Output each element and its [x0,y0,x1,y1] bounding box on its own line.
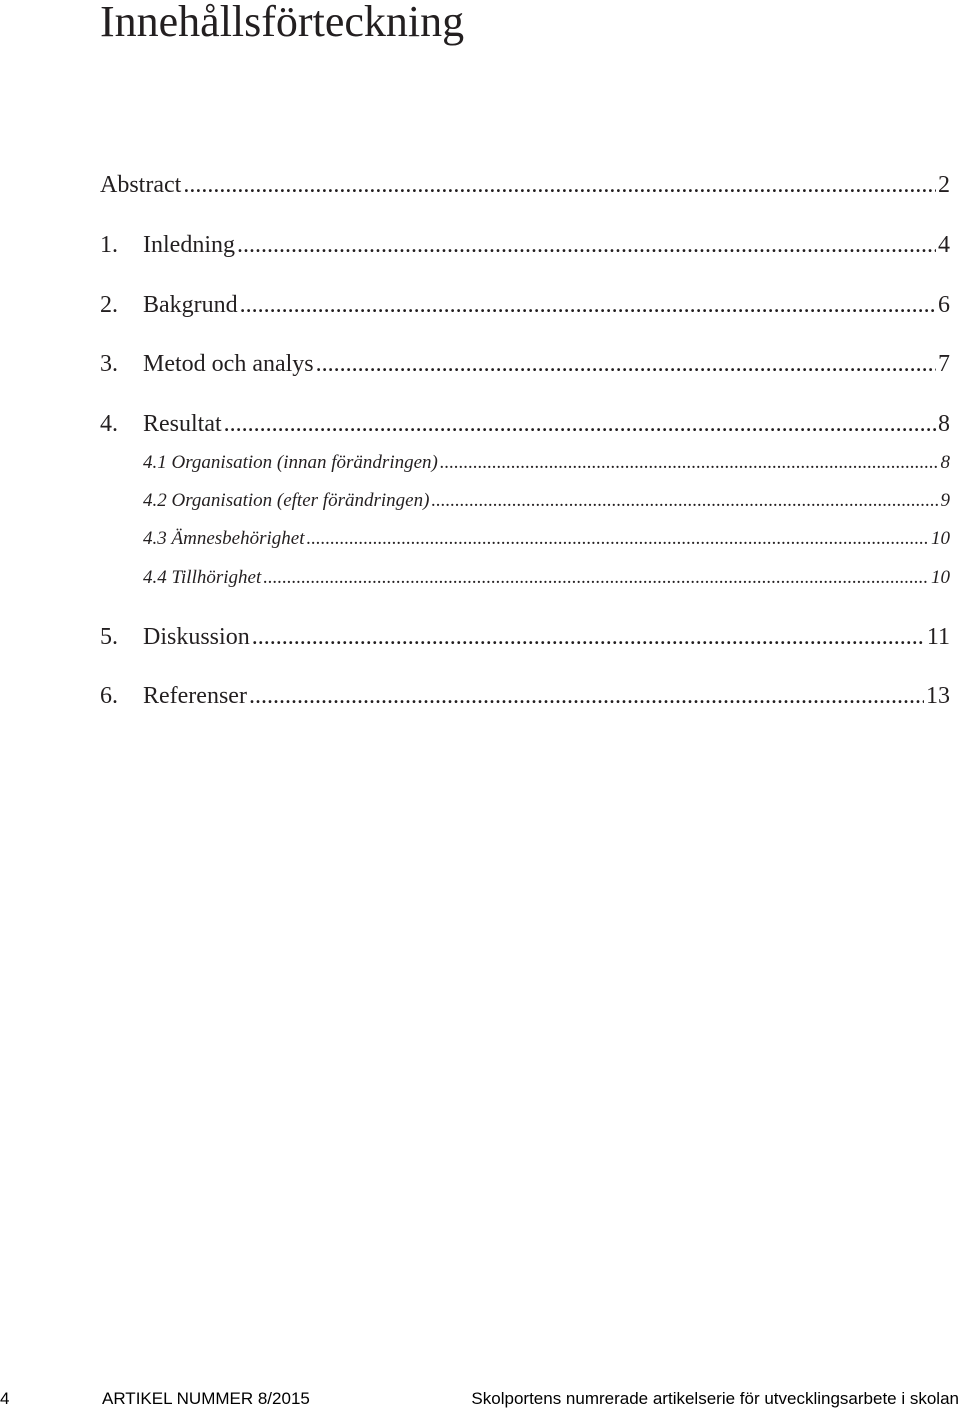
toc-entry-metod-och-analys[interactable] [100,349,950,379]
toc-subentry-amnesbehorighet[interactable] [100,527,950,551]
toc-subentry-tillhorighet[interactable] [100,566,950,590]
toc-entry-page: 11 [926,624,950,650]
toc-entry-bakgrund[interactable] [100,290,950,320]
toc-entry-number: 1. [100,232,118,258]
toc-entry-number: 6. [100,683,118,709]
toc-entry-label: Abstract [100,172,182,198]
toc-dot-leader [249,681,924,711]
toc-entry-page: 6 [938,292,950,318]
toc-entry-label: 4.1 Organisation (innan förändringen) [143,452,438,473]
page-title: Innehållsförteckning [100,0,465,46]
toc-dot-leader [224,409,936,439]
footer-page-number: 4 [0,1389,10,1408]
toc-subentry-organisation-efter[interactable] [100,489,950,513]
toc-entry-page: 8 [938,411,950,437]
toc-entry-label: Bakgrund [143,292,238,318]
toc-dot-leader [240,290,936,320]
toc-entry-resultat[interactable] [100,409,950,439]
toc-entry-page: 7 [938,351,950,377]
toc-entry-page: 4 [938,232,950,258]
toc-entry-page: 10 [931,567,950,588]
toc-entry-number: 2. [100,292,118,318]
toc-dot-leader [306,527,929,551]
toc-dot-leader [183,170,936,200]
toc-entry-label: Resultat [143,411,222,437]
toc-entry-page: 2 [938,172,950,198]
toc-entry-number: 4. [100,411,118,437]
toc-entry-page: 13 [926,683,950,709]
footer-series-number: ARTIKEL NUMMER 8/2015 [102,1389,310,1408]
toc-dot-leader [440,451,939,475]
toc-entry-label: Referenser [143,683,247,709]
toc-dot-leader [316,349,936,379]
toc-entry-label: 4.4 Tillhörighet [143,567,262,588]
toc-entry-inledning[interactable] [100,230,950,260]
toc-entry-page: 9 [940,490,950,511]
toc-entry-referenser[interactable] [100,681,950,711]
toc-subentry-organisation-innan[interactable] [100,451,950,475]
toc-entry-number: 5. [100,624,118,650]
toc-entry-label: 4.2 Organisation (efter förändringen) [143,490,430,511]
toc-entry-label: 4.3 Ämnesbehörighet [143,528,305,549]
toc-entry-page: 8 [940,452,950,473]
toc-entry-label: Inledning [143,232,235,258]
footer-series-name: Skolportens numrerade artikelserie för utvecklingsarbete i skolan [471,1389,959,1408]
toc-dot-leader [431,489,938,513]
toc-entry-abstract[interactable] [100,170,950,200]
toc-entry-number: 3. [100,351,118,377]
page-footer [0,1387,960,1411]
toc-entry-label: Metod och analys [143,351,314,377]
toc-dot-leader [263,566,929,590]
toc-dot-leader [237,230,936,260]
toc-entry-label: Diskussion [143,624,250,650]
toc-dot-leader [252,622,925,652]
toc-entry-diskussion[interactable] [100,622,950,652]
toc-entry-page: 10 [931,528,950,549]
